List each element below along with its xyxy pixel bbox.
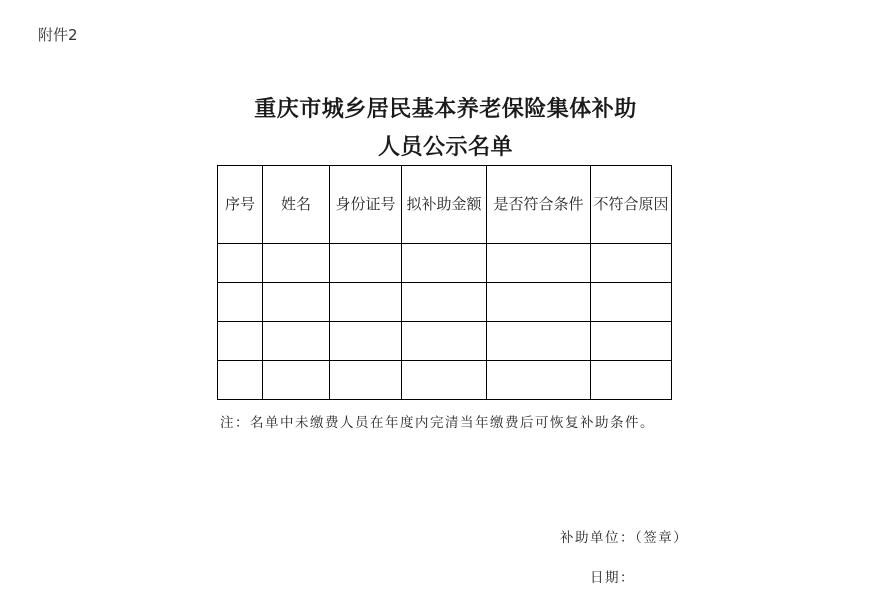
table-row: [218, 283, 672, 322]
table-row: [218, 322, 672, 361]
roster-table: [217, 165, 672, 400]
table-cell[interactable]: [218, 361, 263, 400]
table-cell[interactable]: [218, 244, 263, 283]
table-cell[interactable]: [591, 244, 672, 283]
table-cell[interactable]: [218, 322, 263, 361]
table-header-row: [218, 166, 672, 244]
attachment-label: 附件2: [38, 26, 78, 44]
table-cell[interactable]: [330, 322, 402, 361]
table-cell[interactable]: [402, 361, 487, 400]
table-cell[interactable]: [263, 322, 330, 361]
header-serial-number: 序号: [218, 166, 263, 244]
table-cell[interactable]: [487, 283, 591, 322]
document-title-line1: 重庆市城乡居民基本养老保险集体补助: [254, 96, 637, 122]
table-cell[interactable]: [402, 244, 487, 283]
header-id-number: 身份证号: [330, 166, 402, 244]
table-cell[interactable]: [330, 244, 402, 283]
table-row: [218, 361, 672, 400]
header-eligible: 是否符合条件: [487, 166, 591, 244]
document-title-line2: 人员公示名单: [377, 134, 513, 160]
table-row: [218, 244, 672, 283]
table-cell[interactable]: [591, 283, 672, 322]
table-cell[interactable]: [263, 283, 330, 322]
signature-date: 日期：: [590, 570, 635, 586]
table-cell[interactable]: [263, 361, 330, 400]
table-cell[interactable]: [330, 283, 402, 322]
table-cell[interactable]: [402, 283, 487, 322]
subsidy-unit-signature: 补助单位：（签章）: [560, 530, 689, 546]
table-cell[interactable]: [487, 244, 591, 283]
table-cell[interactable]: [487, 322, 591, 361]
table-footnote: 注：名单中未缴费人员在年度内完清当年缴费后可恢复补助条件。: [220, 415, 655, 431]
table-cell[interactable]: [487, 361, 591, 400]
table-cell[interactable]: [591, 322, 672, 361]
table-cell[interactable]: [330, 361, 402, 400]
table-cell[interactable]: [591, 361, 672, 400]
header-name: 姓名: [263, 166, 330, 244]
header-subsidy-amount: 拟补助金额: [402, 166, 487, 244]
header-ineligible-reason: 不符合原因: [591, 166, 672, 244]
table-cell[interactable]: [402, 322, 487, 361]
table-cell[interactable]: [218, 283, 263, 322]
table-cell[interactable]: [263, 244, 330, 283]
